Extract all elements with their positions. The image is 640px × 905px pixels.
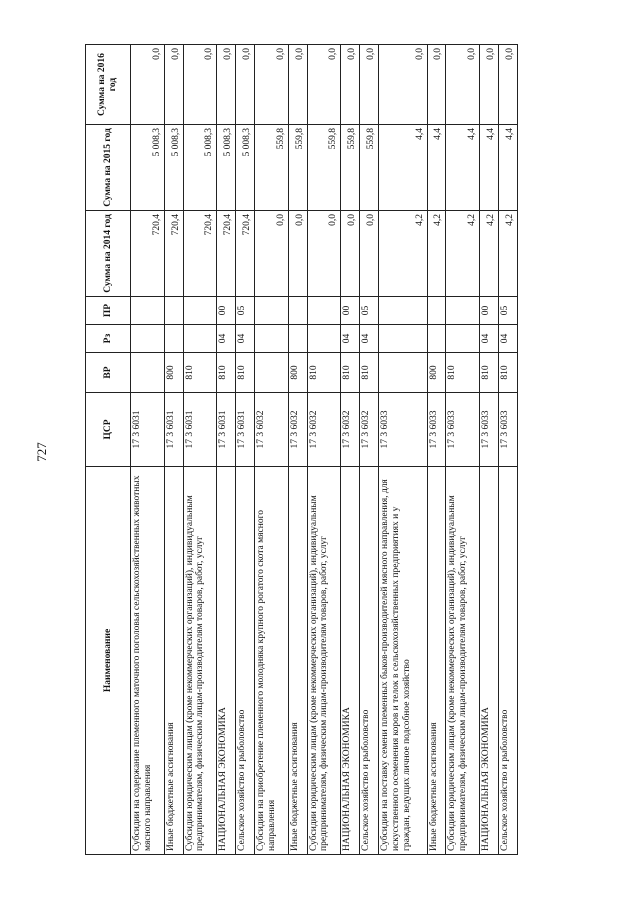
row-sum-2015-cell: 4,4 <box>427 125 446 211</box>
row-sum-2016-cell: 0,0 <box>427 45 446 125</box>
row-pr-cell <box>164 297 183 325</box>
row-sum-2016-cell: 0,0 <box>164 45 183 125</box>
header-csr: ЦСР <box>86 393 131 467</box>
row-sum-2015-cell: 559,8 <box>255 125 289 211</box>
row-rz-cell <box>255 325 289 353</box>
table-row <box>480 45 499 855</box>
row-rz-cell <box>446 325 480 353</box>
row-rz-cell: 04 <box>341 325 360 353</box>
row-sum-2014-cell: 0,0 <box>360 211 379 297</box>
row-sum-2015-cell: 5 008,3 <box>236 125 255 211</box>
row-sum-2016-cell: 0,0 <box>446 45 480 125</box>
table-row <box>288 45 307 855</box>
table-row <box>379 45 428 855</box>
row-sum-2015-cell: 5 008,3 <box>183 125 217 211</box>
table-header-row <box>86 45 131 855</box>
row-vr-cell: 810 <box>236 353 255 393</box>
row-name-cell: Иные бюджетные ассигнования <box>288 467 307 855</box>
row-sum-2014-cell: 0,0 <box>341 211 360 297</box>
row-vr-cell: 810 <box>360 353 379 393</box>
row-sum-2016-cell: 0,0 <box>480 45 499 125</box>
row-csr-cell: 17 3 6033 <box>446 393 480 467</box>
header-sum-2015: Сумма на 2015 год <box>86 125 131 211</box>
header-sum-2014: Сумма на 2014 год <box>86 211 131 297</box>
table-row <box>236 45 255 855</box>
table-row <box>360 45 379 855</box>
table-row <box>131 45 165 855</box>
row-sum-2015-cell: 559,8 <box>307 125 341 211</box>
row-pr-cell: 05 <box>360 297 379 325</box>
header-vr: ВР <box>86 353 131 393</box>
budget-table-rotated <box>85 45 518 855</box>
row-sum-2014-cell: 720,4 <box>183 211 217 297</box>
row-sum-2015-cell: 559,8 <box>360 125 379 211</box>
row-csr-cell: 17 3 6033 <box>480 393 499 467</box>
row-name-cell: Субсидии юридическим лицам (кроме некоммерческих организаций), индивидуальным предпринимателям, физическим лицам-производителям товаров, работ, услуг <box>446 467 480 855</box>
row-sum-2016-cell: 0,0 <box>217 45 236 125</box>
row-rz-cell: 04 <box>217 325 236 353</box>
row-pr-cell <box>183 297 217 325</box>
row-sum-2014-cell: 4,2 <box>446 211 480 297</box>
row-sum-2014-cell: 4,2 <box>498 211 517 297</box>
row-vr-cell: 800 <box>164 353 183 393</box>
row-csr-cell: 17 3 6032 <box>360 393 379 467</box>
row-vr-cell: 810 <box>307 353 341 393</box>
row-vr-cell <box>131 353 165 393</box>
page-number: 727 <box>34 442 49 462</box>
table-row <box>307 45 341 855</box>
row-rz-cell <box>288 325 307 353</box>
row-sum-2014-cell: 4,2 <box>379 211 428 297</box>
row-sum-2014-cell: 0,0 <box>307 211 341 297</box>
table-row <box>341 45 360 855</box>
row-sum-2015-cell: 5 008,3 <box>131 125 165 211</box>
row-rz-cell <box>427 325 446 353</box>
row-sum-2015-cell: 5 008,3 <box>217 125 236 211</box>
header-name: Наименование <box>86 467 131 855</box>
row-rz-cell <box>164 325 183 353</box>
row-rz-cell <box>131 325 165 353</box>
row-csr-cell: 17 3 6032 <box>341 393 360 467</box>
row-pr-cell <box>427 297 446 325</box>
row-csr-cell: 17 3 6031 <box>164 393 183 467</box>
table-body <box>131 45 518 855</box>
row-pr-cell <box>307 297 341 325</box>
row-name-cell: Субсидии на содержание племенного маточного поголовья сельскохозяйственных животных мясного направления <box>131 467 165 855</box>
row-name-cell: НАЦИОНАЛЬНАЯ ЭКОНОМИКА <box>480 467 499 855</box>
budget-table <box>85 44 518 855</box>
row-rz-cell <box>307 325 341 353</box>
table-row <box>183 45 217 855</box>
row-sum-2014-cell: 4,2 <box>427 211 446 297</box>
row-rz-cell: 04 <box>498 325 517 353</box>
row-name-cell: Сельское хозяйство и рыболовство <box>498 467 517 855</box>
row-csr-cell: 17 3 6032 <box>288 393 307 467</box>
row-rz-cell: 04 <box>480 325 499 353</box>
table-row <box>498 45 517 855</box>
row-pr-cell: 05 <box>236 297 255 325</box>
row-sum-2016-cell: 0,0 <box>255 45 289 125</box>
row-csr-cell: 17 3 6031 <box>236 393 255 467</box>
row-sum-2014-cell: 0,0 <box>255 211 289 297</box>
row-sum-2015-cell: 5 008,3 <box>164 125 183 211</box>
row-csr-cell: 17 3 6031 <box>183 393 217 467</box>
row-sum-2014-cell: 720,4 <box>217 211 236 297</box>
row-pr-cell <box>379 297 428 325</box>
row-name-cell: Субсидии юридическим лицам (кроме некоммерческих организаций), индивидуальным предпринимателям, физическим лицам-производителям товаров, работ, услуг <box>307 467 341 855</box>
row-sum-2014-cell: 720,4 <box>164 211 183 297</box>
row-pr-cell: 00 <box>341 297 360 325</box>
row-csr-cell: 17 3 6032 <box>255 393 289 467</box>
table-row <box>446 45 480 855</box>
row-name-cell: Сельское хозяйство и рыболовство <box>360 467 379 855</box>
row-sum-2014-cell: 720,4 <box>236 211 255 297</box>
row-pr-cell: 00 <box>217 297 236 325</box>
row-sum-2014-cell: 0,0 <box>288 211 307 297</box>
row-sum-2015-cell: 4,4 <box>480 125 499 211</box>
row-csr-cell: 17 3 6033 <box>498 393 517 467</box>
row-sum-2014-cell: 4,2 <box>480 211 499 297</box>
row-name-cell: Иные бюджетные ассигнования <box>164 467 183 855</box>
header-pr: ПР <box>86 297 131 325</box>
row-csr-cell: 17 3 6031 <box>131 393 165 467</box>
row-pr-cell <box>131 297 165 325</box>
row-sum-2015-cell: 4,4 <box>498 125 517 211</box>
row-vr-cell <box>379 353 428 393</box>
row-csr-cell: 17 3 6033 <box>427 393 446 467</box>
row-name-cell: Субсидии на поставку семени племенных быков-производителей мясного направления, для искусственного осеменения коров и телок в сельскохозяйственных предприятиях и у граждан, ведущих личное подсобное хозяйство <box>379 467 428 855</box>
row-vr-cell: 800 <box>427 353 446 393</box>
row-sum-2016-cell: 0,0 <box>183 45 217 125</box>
row-pr-cell: 05 <box>498 297 517 325</box>
row-sum-2016-cell: 0,0 <box>360 45 379 125</box>
row-sum-2015-cell: 4,4 <box>446 125 480 211</box>
row-vr-cell: 810 <box>183 353 217 393</box>
row-vr-cell: 810 <box>217 353 236 393</box>
table-row <box>164 45 183 855</box>
row-vr-cell: 810 <box>446 353 480 393</box>
row-sum-2016-cell: 0,0 <box>131 45 165 125</box>
row-rz-cell <box>379 325 428 353</box>
row-name-cell: Субсидии юридическим лицам (кроме некоммерческих организаций), индивидуальным предпринимателям, физическим лицам-производителям товаров, работ, услуг <box>183 467 217 855</box>
row-csr-cell: 17 3 6031 <box>217 393 236 467</box>
row-name-cell: НАЦИОНАЛЬНАЯ ЭКОНОМИКА <box>341 467 360 855</box>
row-pr-cell <box>255 297 289 325</box>
row-vr-cell: 810 <box>498 353 517 393</box>
row-name-cell: Сельское хозяйство и рыболовство <box>236 467 255 855</box>
row-sum-2016-cell: 0,0 <box>288 45 307 125</box>
table-row <box>255 45 289 855</box>
row-sum-2016-cell: 0,0 <box>307 45 341 125</box>
row-name-cell: НАЦИОНАЛЬНАЯ ЭКОНОМИКА <box>217 467 236 855</box>
row-name-cell: Иные бюджетные ассигнования <box>427 467 446 855</box>
row-sum-2016-cell: 0,0 <box>498 45 517 125</box>
row-pr-cell <box>288 297 307 325</box>
row-sum-2015-cell: 559,8 <box>288 125 307 211</box>
table-row <box>217 45 236 855</box>
row-name-cell: Субсидии на приобретение племенного молодняка крупного рогатого скота мясного направления <box>255 467 289 855</box>
row-csr-cell: 17 3 6033 <box>379 393 428 467</box>
row-pr-cell: 00 <box>480 297 499 325</box>
row-rz-cell: 04 <box>360 325 379 353</box>
row-sum-2015-cell: 4,4 <box>379 125 428 211</box>
table-row <box>427 45 446 855</box>
row-pr-cell <box>446 297 480 325</box>
header-sum-2016: Сумма на 2016 год <box>86 45 131 125</box>
row-sum-2015-cell: 559,8 <box>341 125 360 211</box>
row-rz-cell: 04 <box>236 325 255 353</box>
header-rz: Рз <box>86 325 131 353</box>
row-sum-2016-cell: 0,0 <box>379 45 428 125</box>
row-vr-cell: 810 <box>480 353 499 393</box>
row-sum-2016-cell: 0,0 <box>341 45 360 125</box>
row-vr-cell: 810 <box>341 353 360 393</box>
row-csr-cell: 17 3 6032 <box>307 393 341 467</box>
row-vr-cell <box>255 353 289 393</box>
row-sum-2016-cell: 0,0 <box>236 45 255 125</box>
row-sum-2014-cell: 720,4 <box>131 211 165 297</box>
row-rz-cell <box>183 325 217 353</box>
row-vr-cell: 800 <box>288 353 307 393</box>
